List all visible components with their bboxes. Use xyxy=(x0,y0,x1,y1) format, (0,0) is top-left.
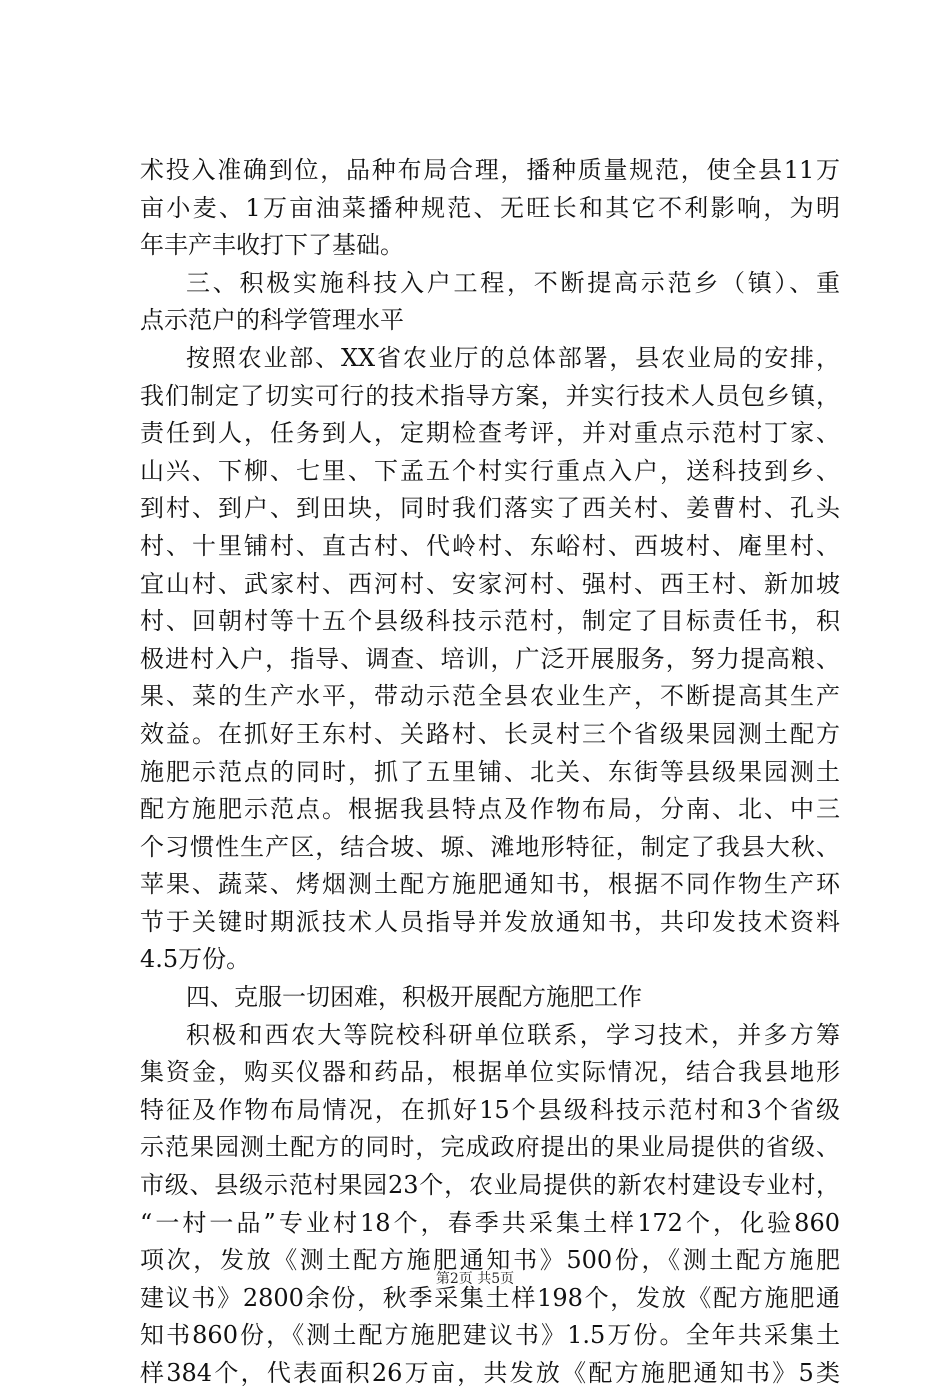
text-line: 宜山村、武家村、西河村、安家河村、强村、西王村、新加坡 xyxy=(140,569,840,598)
text-line: 建议书》2800余份，秋季采集土样198个，发放《配方施肥通 xyxy=(140,1283,840,1312)
text-line: 集资金，购买仪器和药品，根据单位实际情况，结合我县地形 xyxy=(140,1058,840,1087)
text-line: 村、回朝村等十五个县级科技示范村，制定了目标责任书，积 xyxy=(140,607,840,636)
text-line: 示范果园测土配方的同时，完成政府提出的果业局提供的省级、 xyxy=(140,1133,840,1162)
text-line: 施肥示范点的同时，抓了五里铺、北关、东街等县级果园测土 xyxy=(140,757,840,786)
page-footer: 第2页 共5页 xyxy=(435,1271,515,1287)
text-line: 村、十里铺村、直古村、代岭村、东峪村、西坡村、庵里村、 xyxy=(140,531,840,560)
text-line: 到村、到户、到田块，同时我们落实了西关村、姜曹村、孔头 xyxy=(140,494,840,523)
text-line: 配方施肥示范点。根据我县特点及作物布局，分南、北、中三 xyxy=(140,795,840,824)
text-line: 项次，发放《测土配方施肥通知书》500份，《测土配方施肥 xyxy=(140,1246,840,1275)
text-line: 山兴、下柳、七里、下孟五个村实行重点入户，送科技到乡、 xyxy=(140,456,840,485)
text-line: 积极和西农大等院校科研单位联系，学习技术，并多方筹 xyxy=(186,1020,840,1049)
text-line: 按照农业部、XX省农业厅的总体部署，县农业局的安排， xyxy=(186,343,840,372)
text-line: 点示范户的科学管理水平 xyxy=(140,306,404,335)
text-line: 知书860份，《测土配方施肥建议书》1.5万份。全年共采集土 xyxy=(140,1321,840,1350)
text-line: 4.5万份。 xyxy=(140,945,251,974)
text-line: 市级、县级示范村果园23个，农业局提供的新农村建设专业村， xyxy=(140,1171,840,1200)
text-line: 责任到人，任务到人，定期检查考评，并对重点示范村丁家、 xyxy=(140,419,840,448)
text-line: 极进村入户，指导、调查、培训，广泛开展服务，努力提高粮、 xyxy=(140,644,840,673)
text-line: 四、克服一切困难，积极开展配方施肥工作 xyxy=(186,983,642,1012)
text-line: 果、菜的生产水平，带动示范全县农业生产，不断提高其生产 xyxy=(140,682,840,711)
text-line: 苹果、蔬菜、烤烟测土配方施肥通知书，根据不同作物生产环 xyxy=(140,870,840,899)
text-line: 亩小麦、1万亩油菜播种规范、无旺长和其它不利影响，为明 xyxy=(140,193,840,222)
text-line: 节于关键时期派技术人员指导并发放通知书，共印发技术资料 xyxy=(140,907,840,936)
text-line: 年丰产丰收打下了基础。 xyxy=(140,231,404,260)
text-line: 我们制定了切实可行的技术指导方案，并实行技术人员包乡镇， xyxy=(140,381,840,410)
text-line: 术投入准确到位，品种布局合理，播种质量规范，使全县11万 xyxy=(140,156,840,184)
text-line: 三、积极实施科技入户工程，不断提高示范乡（镇）、重 xyxy=(186,268,840,297)
text-line: “一村一品”专业村18个，春季共采集土样172个，化验860 xyxy=(140,1208,840,1237)
body-text xyxy=(140,152,840,1393)
text-line: 特征及作物布局情况，在抓好15个县级科技示范村和3个省级 xyxy=(140,1095,840,1124)
text-line: 效益。在抓好王东村、关路村、长灵村三个省级果园测土配方 xyxy=(140,719,840,748)
text-line: 样384个，代表面积26万亩，共发放《配方施肥通知书》5类 xyxy=(140,1359,840,1387)
text-line: 个习惯性生产区，结合坡、塬、滩地形特征，制定了我县大秋、 xyxy=(140,832,840,861)
